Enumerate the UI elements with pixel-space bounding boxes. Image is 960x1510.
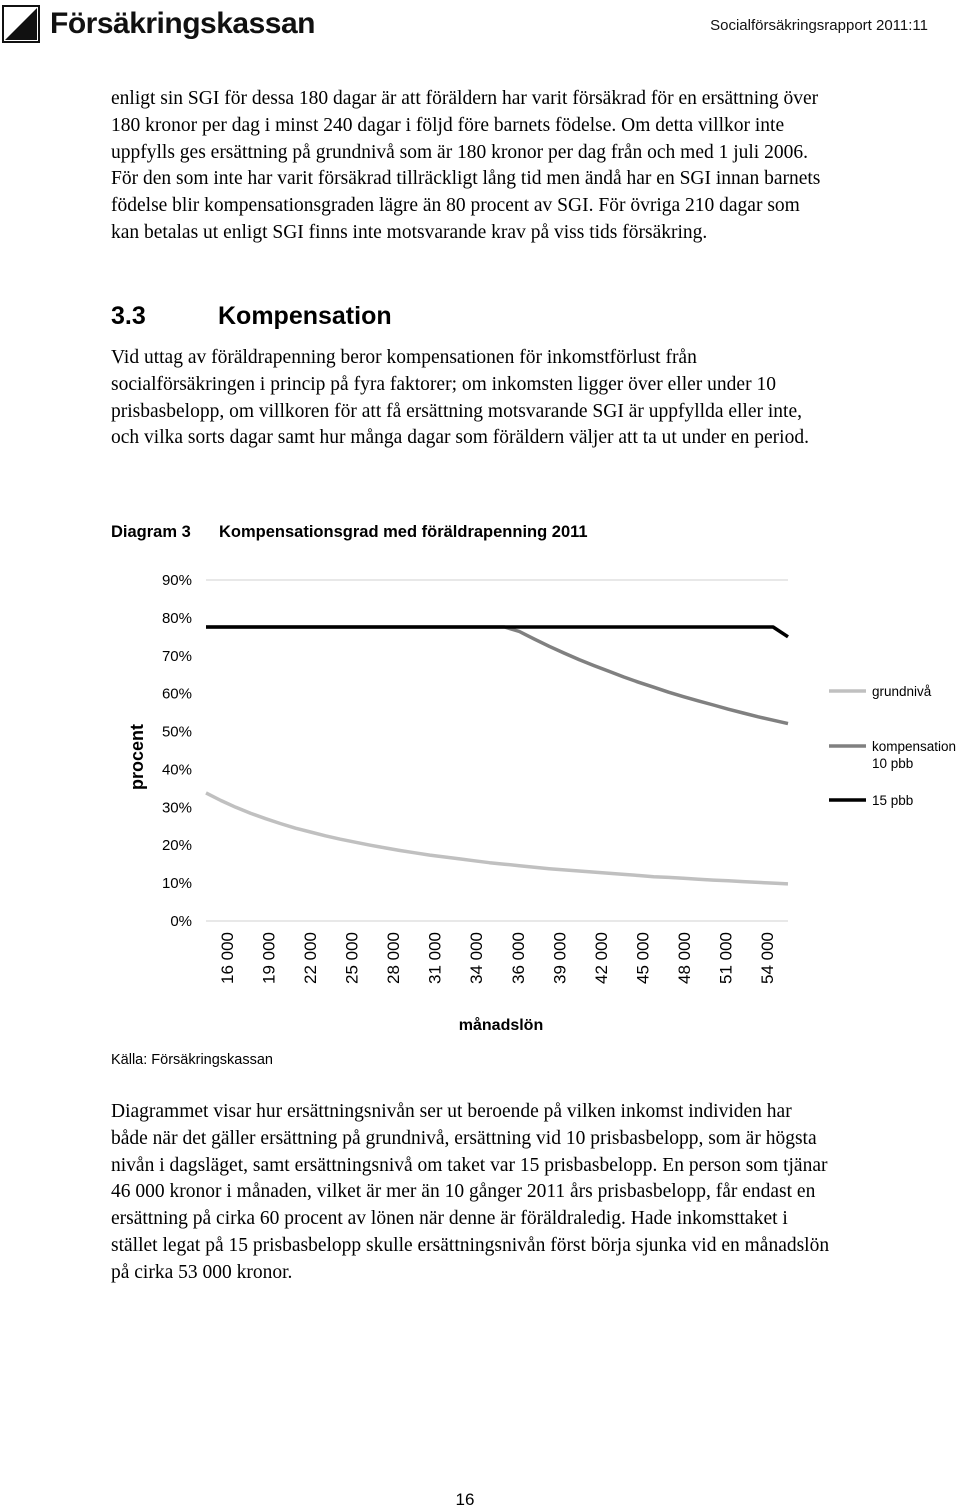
series-line	[206, 627, 788, 724]
line-chart	[111, 560, 960, 1040]
source-note: Källa: Försäkringskassan	[111, 1052, 273, 1068]
x-tick-label: 25 000	[342, 932, 362, 984]
diagram-title	[111, 523, 588, 542]
legend-label: 10 pbb	[872, 756, 914, 771]
x-axis-ticks	[218, 932, 777, 984]
x-tick-label: 54 000	[758, 932, 778, 984]
legend-label: kompensation	[872, 739, 957, 754]
y-tick-label: 90%	[161, 572, 192, 589]
x-tick-label: 45 000	[633, 932, 653, 984]
y-tick-label: 0%	[170, 913, 192, 930]
x-tick-label: 28 000	[384, 932, 404, 984]
x-tick-label: 16 000	[217, 932, 237, 984]
x-tick-label: 42 000	[591, 932, 611, 984]
y-axis-label: procent	[127, 723, 147, 791]
paragraph-3: Diagrammet visar hur ersättningsnivån ser ut beroende på vilken inkomst individen har både när det gäller ersättning på grundnivå, ersättning vid 10 prisbasbelopp, som är högsta nivån i dagsläget, samt ersättningsnivå om taket var 15 prisbasbelopp. En person som tjänar 46 000 kronor i månaden, vilket är mer än 10 gånger 2011 års prisbasbelopp, får endast en ersättning på cirka 60 procent av lönen när denne är föräldraledig. Hade inkomsttaket i stället legat på 15 prisbasbelopp skulle ersättningsnivån först börja sjunka vid en månadslön på cirka 53 000 kronor.	[111, 1101, 830, 1283]
page-number: 16	[455, 1490, 475, 1509]
legend	[829, 684, 956, 808]
x-tick-label: 19 000	[259, 932, 279, 984]
y-axis-ticks	[162, 572, 192, 930]
legend-label: grundnivå	[872, 684, 932, 699]
series-line	[206, 793, 788, 884]
legend-label: 15 pbb	[872, 793, 914, 808]
diagram-title-text: Kompensationsgrad med föräldrapenning 2011	[219, 523, 588, 541]
x-tick-label: 34 000	[467, 932, 487, 984]
logo	[2, 2, 315, 46]
y-tick-label: 60%	[161, 685, 192, 703]
logo-mark-icon	[2, 5, 40, 43]
y-tick-label: 40%	[161, 761, 192, 779]
series-line	[206, 627, 788, 637]
paragraph-2: Vid uttag av föräldrapenning beror kompensationen för inkomstförlust från socialförsäkringen i princip på fyra faktorer; om inkomsten ligger över eller under 10 prisbasbelopp, om villkoren för att få ersättning motsvarande SGI är uppfyllda eller inte, och vilka sorts dagar samt hur många dagar som föräldern väljer att ta ut under en period.	[111, 347, 809, 449]
y-tick-label: 30%	[161, 799, 192, 817]
x-tick-label: 36 000	[508, 932, 528, 984]
y-tick-label: 20%	[161, 837, 192, 855]
x-tick-label: 48 000	[675, 932, 695, 984]
y-tick-label: 10%	[161, 875, 192, 893]
x-tick-label: 39 000	[550, 932, 570, 984]
x-tick-label: 22 000	[300, 932, 320, 984]
paragraph-1: enligt sin SGI för dessa 180 dagar är att föräldern har varit försäkrad för en ersättning över 180 kronor per dag i minst 240 dagar i följd före barnets födelse. Om detta villkor inte uppfylls ges ersättning på grundnivå som är 180 kronor per dag från och med 1 juli 2006. För den som inte har varit försäkrad tillräckligt lång tid men ändå har en SGI innan barnets födelse blir kompensationsgraden lägre än 80 procent av SGI. För övriga 210 dagar som kan betalas ut enligt SGI finns inte motsvarande krav på viss tids försäkring.	[111, 88, 821, 243]
diagram-label: Diagram 3	[111, 523, 191, 541]
section-title: Kompensation	[218, 302, 392, 330]
section-heading	[111, 302, 392, 331]
logo-text: Försäkringskassan	[50, 7, 315, 40]
x-tick-label: 31 000	[425, 932, 445, 984]
series-lines	[206, 627, 788, 884]
y-tick-label: 80%	[161, 609, 192, 627]
y-tick-label: 70%	[161, 647, 192, 665]
report-title: Socialförsäkringsrapport 2011:11	[710, 17, 928, 34]
y-tick-label: 50%	[161, 723, 192, 741]
x-tick-label: 51 000	[716, 932, 736, 984]
x-axis-label: månadslön	[458, 1017, 544, 1034]
section-number: 3.3	[111, 302, 146, 330]
